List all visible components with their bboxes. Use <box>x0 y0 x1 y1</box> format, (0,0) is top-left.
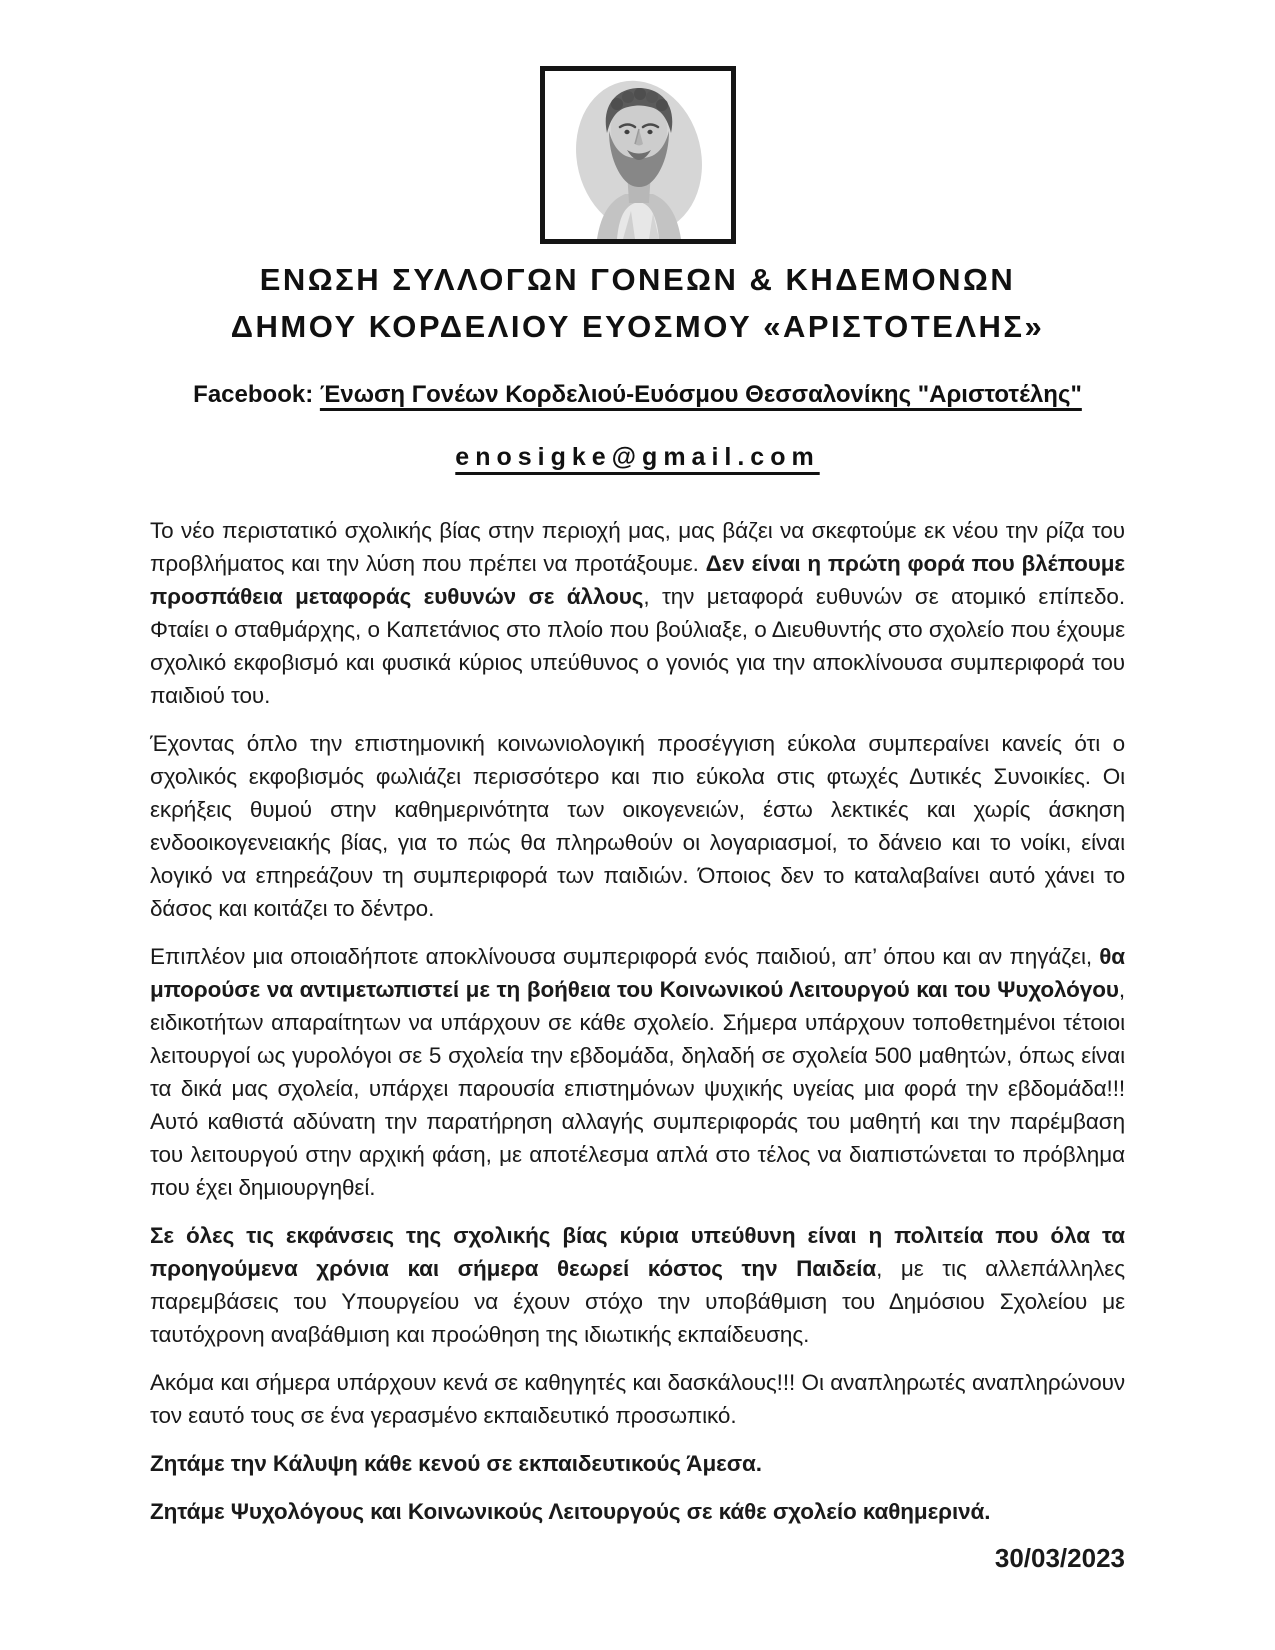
document-body <box>150 514 1125 1528</box>
email-link[interactable]: enosigke@gmail.com <box>455 443 820 471</box>
aristotle-bust-image <box>540 66 736 244</box>
email-line <box>150 443 1125 472</box>
body-paragraph <box>150 514 1125 712</box>
text-run: , με τις αλλεπάλληλες παρεμβάσεις του Υπουργείου να έχουν στόχο την υποβάθμιση του Δημόσιου Σχολείου με ταυτόχρονη αναβάθμιση και προώθηση της ιδιωτικής εκπαίδευσης. <box>150 1256 1125 1347</box>
body-paragraph <box>150 1366 1125 1432</box>
text-run: Το νέο περιστατικό σχολικής βίας στην περιοχή μας, μας βάζει να σκεφτούμε εκ νέου την ρίζα του προβλήματος και την λύση που πρέπει να προτάξουμε. <box>150 518 1125 576</box>
body-paragraph <box>150 727 1125 925</box>
text-run: Έχοντας όπλο την επιστημονική κοινωνιολογική προσέγγιση εύκολα συμπεραίνει κανείς ότι ο σχολικός εκφοβισμός φωλιάζει περισσότερο και πιο εύκολα στις φτωχές Δυτικές Συνοικίες. Οι εκρήξεις θυμού στην καθημερινότητα των οικογενειών, έστω λεκτικές και χωρίς άσκηση ενδοοικογενειακής βίας, για το πώς θα πληρωθούν οι λογαριασμοί, το δάνειο και το νοίκι, είναι λογικό να επηρεάζουν τη συμπεριφορά των παιδιών. Όποιος δεν το καταλαβαίνει αυτό χάνει το δάσος και κοιτάζει το δέντρο. <box>150 731 1125 921</box>
text-run: Ζητάμε την Κάλυψη κάθε κενού σε εκπαιδευτικούς Άμεσα. <box>150 1451 762 1476</box>
facebook-label: Facebook: <box>193 381 320 408</box>
text-run: , ειδικοτήτων απαραίτητων να υπάρχουν σε κάθε σχολείο. Σήμερα υπάρχουν τοποθετημένοι τέτοιοι λειτουργοί ως γυρολόγοι σε 5 σχολεία την εβδομάδα, δηλαδή σε σχολεία 500 μαθητών, όπως είναι τα δικά μας σχολεία, υπάρχει παρουσία επιστημόνων ψυχικής υγείας μια φορά την εβδομάδα!!! Αυτό καθιστά αδύνατη την παρατήρηση αλλαγής συμπεριφοράς του μαθητή και την παρέμβαση του λειτουργού στην αρχική φάση, με αποτέλεσμα απλά στο τέλος να διαπιστώνεται το πρόβλημα που έχει δημιουργηθεί. <box>150 977 1125 1200</box>
text-run: Δεν είναι η πρώτη φορά που βλέπουμε προσπάθεια μεταφοράς ευθυνών σε άλλους <box>150 551 1125 609</box>
body-paragraph <box>150 1219 1125 1351</box>
facebook-line <box>150 381 1125 409</box>
text-run: θα μπορούσε να αντιμετωπιστεί με τη βοήθεια του Κοινωνικού Λειτουργού και του Ψυχολόγου <box>150 944 1125 1002</box>
text-run: Σε όλες τις εκφάνσεις της σχολικής βίας κύρια υπεύθυνη είναι η πολιτεία που όλα τα προηγούμενα χρόνια και σήμερα θεωρεί κόστος την Παιδεία <box>150 1223 1125 1281</box>
text-run: Επιπλέον μια οποιαδήποτε αποκλίνουσα συμπεριφορά ενός παιδιού, απ’ όπου και αν πηγάζει, <box>150 944 1100 969</box>
document-date: 30/03/2023 <box>994 1543 1125 1573</box>
aristotle-bust-graphic <box>545 71 731 239</box>
demand-paragraph <box>150 1447 1125 1480</box>
text-run: Ζητάμε Ψυχολόγους και Κοινωνικούς Λειτουργούς σε κάθε σχολείο καθημερινά. <box>150 1499 991 1524</box>
date-line <box>150 1543 1125 1574</box>
page-title <box>150 256 1125 350</box>
body-paragraph <box>150 940 1125 1204</box>
text-run: , την μεταφορά ευθυνών σε ατομικό επίπεδο. Φταίει ο σταθμάρχης, ο Καπετάνιος στο πλοίο που βούλιαξε, ο Διευθυντής στο σχολείο που έχουμε σχολικό εκφοβισμό και φυσικά κύριος υπεύθυνος ο γονιός για την αποκλίνουσα συμπεριφορά του παιδιού του. <box>150 584 1125 708</box>
facebook-page-link[interactable]: Ένωση Γονέων Κορδελιού-Ευόσμου Θεσσαλονίκης "Αριστοτέλης" <box>319 381 1082 408</box>
title-line-2: ΔΗΜΟΥ ΚΟΡΔΕΛΙΟΥ ΕΥΟΣΜΟΥ «ΑΡΙΣΤΟΤΕΛΗΣ» <box>230 309 1045 344</box>
text-run: Ακόμα και σήμερα υπάρχουν κενά σε καθηγητές και δασκάλους!!! Οι αναπληρωτές αναπληρώνουν τον εαυτό τους σε ένα γερασμένο εκπαιδευτικό προσωπικό. <box>150 1370 1125 1428</box>
title-line-1: ΕΝΩΣΗ ΣΥΛΛΟΓΩΝ ΓΟΝΕΩΝ & ΚΗΔΕΜΟΝΩΝ <box>259 262 1016 297</box>
demand-paragraph <box>150 1495 1125 1528</box>
